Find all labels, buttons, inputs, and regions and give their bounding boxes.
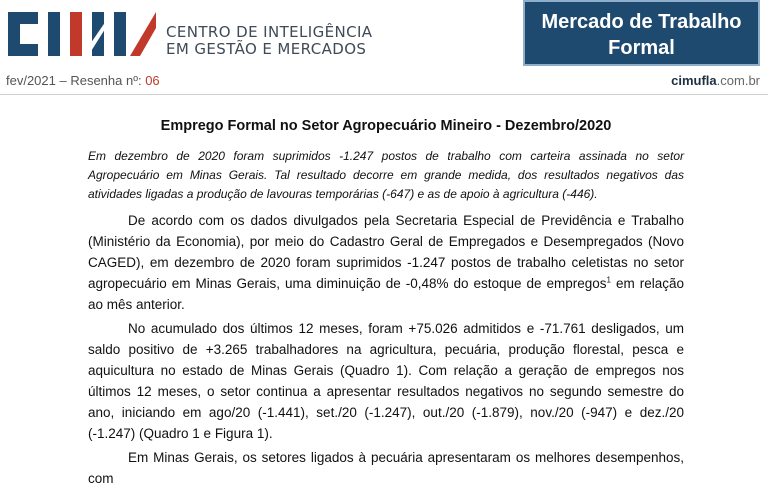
document-body xyxy=(88,118,684,492)
badge-line-2: Formal xyxy=(608,37,675,59)
abstract: Em dezembro de 2020 foram suprimidos -1.247 postos de trabalho com carteira assinada no setor Agropecuário em Minas Gerais. Tal resultado decorre em grande medida, dos resultados negativos das atividades ligadas a produção de lavouras temporárias (-647) e as de apoio à agricultura (-446). xyxy=(88,149,684,201)
paragraph-3: Em Minas Gerais, os setores ligados à pecuária apresentaram os melhores desempenhos, com xyxy=(88,450,684,486)
section-badge xyxy=(523,0,760,66)
organization-name xyxy=(166,24,372,58)
org-line-1: CENTRO DE INTELIGÊNCIA xyxy=(166,23,373,41)
footnote-ref[interactable]: 1 xyxy=(606,275,611,285)
issue-info xyxy=(6,73,160,88)
issue-bar xyxy=(0,70,768,95)
paragraph-1 xyxy=(88,210,684,315)
site-suffix: .com.br xyxy=(716,73,760,88)
paragraph-2: No acumulado dos últimos 12 meses, foram +75.026 admitidos e -71.761 desligados, um saldo positivo de +3.265 trabalhadores na agricultura, pecuária, produção florestal, pesca e aquicultura no estado de Minas Gerais (Quadro 1). Com relação a geração de empregos nos últimos 12 meses, o setor continua a apresentar resultados negativos no segundo semestre do ano, iniciando em ago/20 (-1.441), set./20 (-1.247), out./20 (-1.879), nov./20 (-947) e dez./20 (-1.247) (Quadro 1 e Figura 1). xyxy=(88,321,684,441)
document-title: Emprego Formal no Setor Agropecuário Mineiro - Dezembro/2020 xyxy=(160,118,612,134)
badge-line-1: Mercado de Trabalho xyxy=(541,11,742,33)
org-line-2: EM GESTÃO E MERCADOS xyxy=(166,40,367,58)
page-header xyxy=(0,0,768,70)
cimi-logo xyxy=(8,8,156,60)
paragraph-1-text: De acordo com os dados divulgados pela Secretaria Especial de Previdência e Trabalho (Ministério da Economia), por meio do Cadastro Geral de Empregados e Desempregados (Novo CAGED), em dezembro de 2020 foram suprimidos -1.247 postos de trabalho celetistas no setor agropecuário em Minas Gerais, uma diminuição de -0,48% do estoque de empregos xyxy=(88,213,684,291)
paragraph-1-end: em relação ao mês anterior. xyxy=(88,276,684,312)
site-link[interactable] xyxy=(671,73,760,88)
issue-prefix: fev/2021 – Resenha nº: xyxy=(6,73,142,88)
site-brand: cimufla xyxy=(671,73,717,88)
issue-number: 06 xyxy=(145,73,160,88)
